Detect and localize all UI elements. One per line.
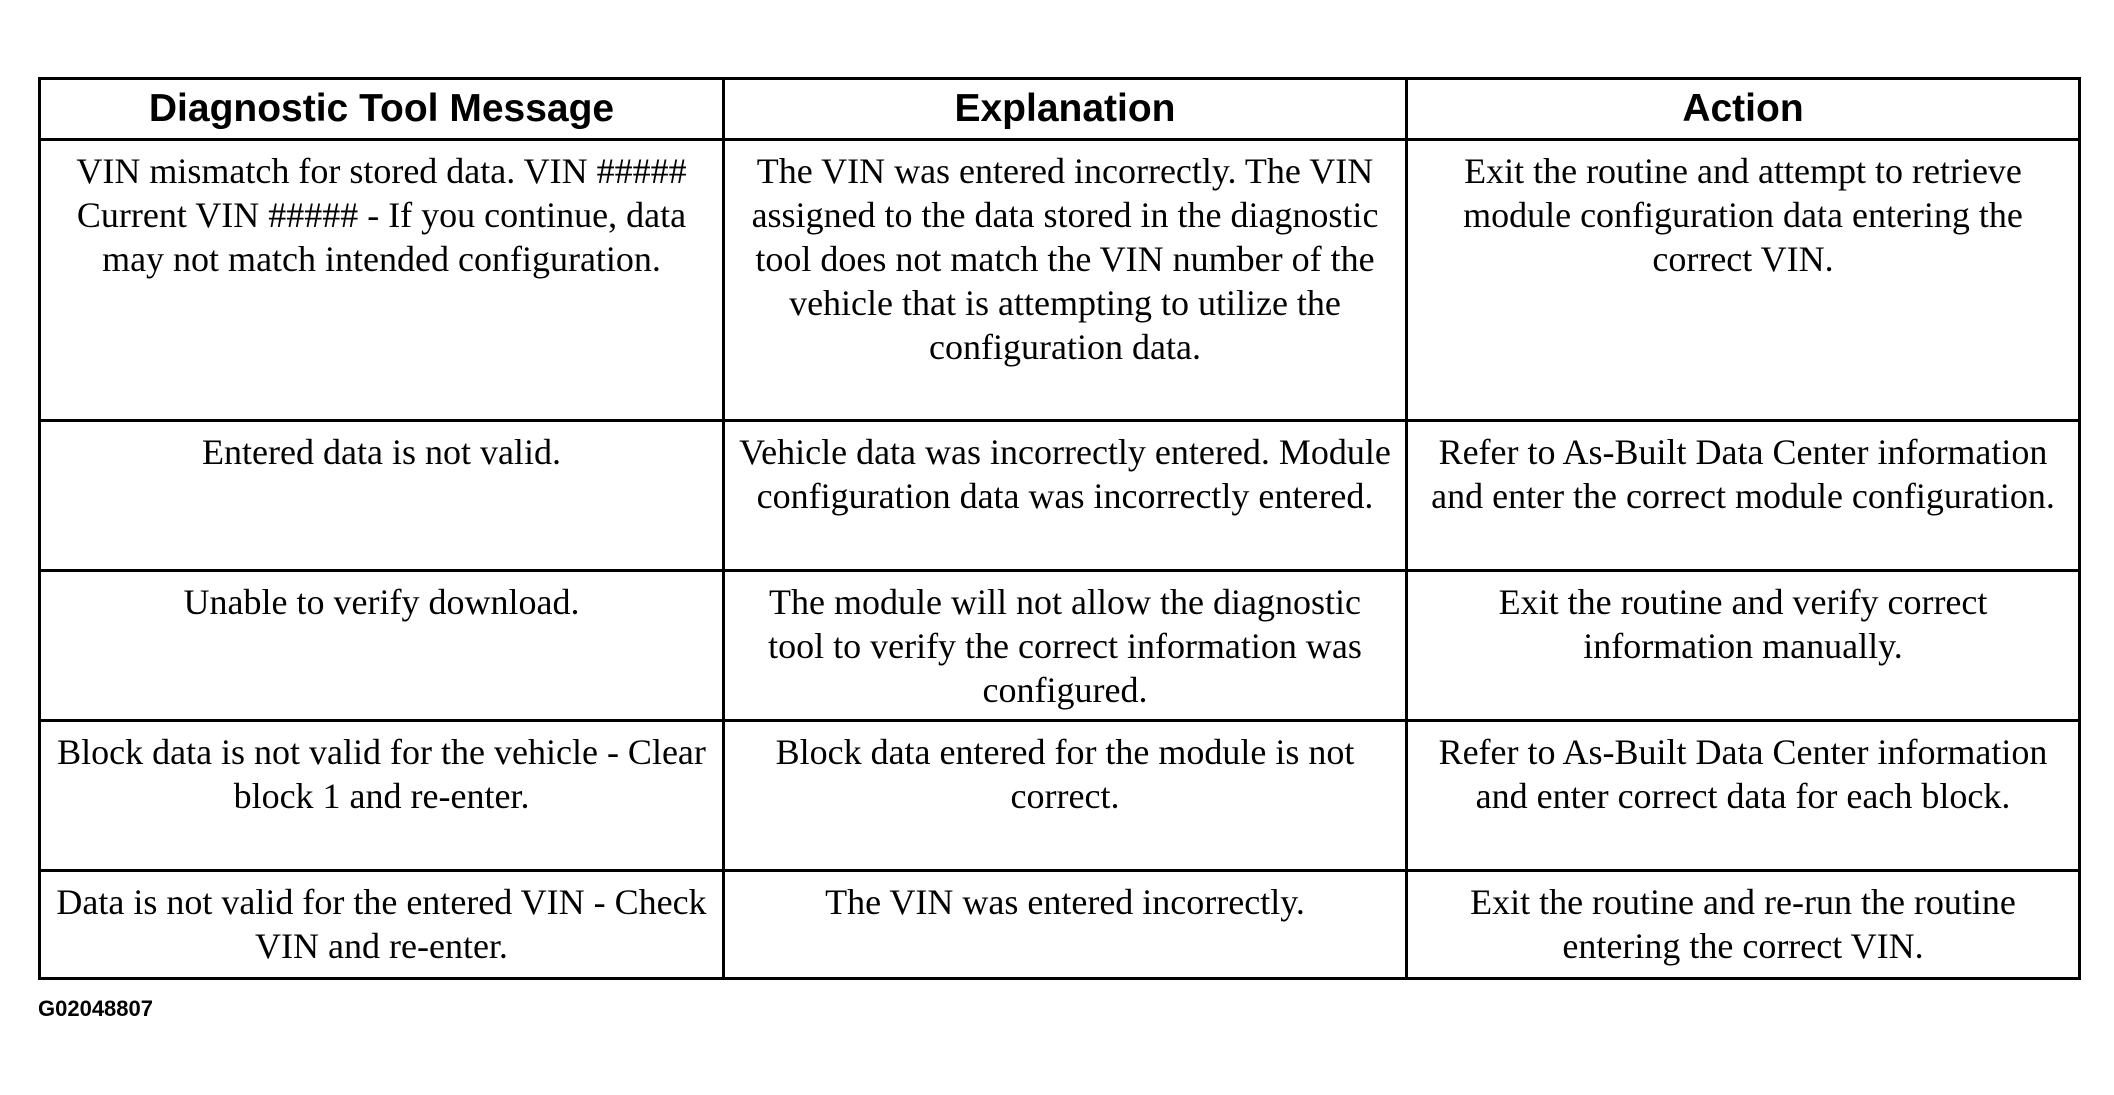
table-row xyxy=(40,871,2080,979)
explanation-cell: The module will not allow the diagnostic tool to verify the correct information was configured. xyxy=(724,571,1407,721)
table-row xyxy=(40,421,2080,571)
table-header-row xyxy=(40,79,2080,140)
header-diagnostic-tool-message: Diagnostic Tool Message xyxy=(40,79,724,140)
action-cell: Refer to As-Built Data Center information and enter correct data for each block. xyxy=(1407,721,2080,871)
action-cell: Exit the routine and attempt to retrieve module configuration data entering the correct VIN. xyxy=(1407,140,2080,421)
table-row xyxy=(40,721,2080,871)
table-row xyxy=(40,571,2080,721)
message-cell: Data is not valid for the entered VIN - Check VIN and re-enter. xyxy=(40,871,724,979)
message-cell: Entered data is not valid. xyxy=(40,421,724,571)
explanation-cell: The VIN was entered incorrectly. The VIN assigned to the data stored in the diagnostic tool does not match the VIN number of the vehicle that is attempting to utilize the configuration data. xyxy=(724,140,1407,421)
action-cell: Exit the routine and re-run the routine entering the correct VIN. xyxy=(1407,871,2080,979)
action-cell: Exit the routine and verify correct information manually. xyxy=(1407,571,2080,721)
action-cell: Refer to As-Built Data Center information and enter the correct module configuration. xyxy=(1407,421,2080,571)
message-cell: VIN mismatch for stored data. VIN ##### Current VIN ##### - If you continue, data may not match intended configuration. xyxy=(40,140,724,421)
message-cell: Unable to verify download. xyxy=(40,571,724,721)
header-explanation: Explanation xyxy=(724,79,1407,140)
explanation-cell: Vehicle data was incorrectly entered. Module configuration data was incorrectly entered. xyxy=(724,421,1407,571)
figure-id: G02048807 xyxy=(38,996,153,1021)
table-row xyxy=(40,140,2080,421)
explanation-cell: The VIN was entered incorrectly. xyxy=(724,871,1407,979)
explanation-cell: Block data entered for the module is not correct. xyxy=(724,721,1407,871)
diagnostic-messages-table xyxy=(38,77,2081,980)
message-cell: Block data is not valid for the vehicle - Clear block 1 and re-enter. xyxy=(40,721,724,871)
header-action: Action xyxy=(1407,79,2080,140)
